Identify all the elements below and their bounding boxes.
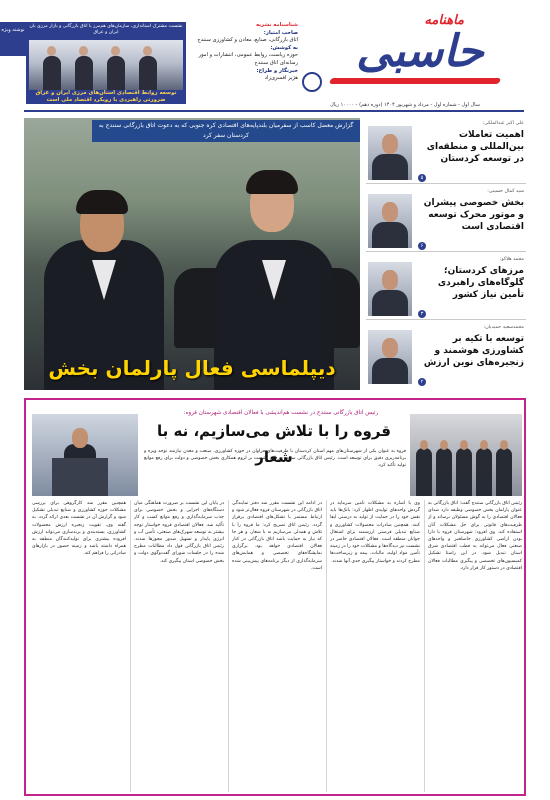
sidebar-author: محمد هلاکو: — [499, 257, 524, 262]
masthead — [0, 0, 550, 112]
logo-subtitle: ماهنامه — [424, 13, 464, 28]
article-lead: قروه به عنوان یکی از شهرستان‌های مهم استان کردستان با ظرفیت‌های فراوان در حوزه کشاورزی، صنعت و معدن نیازمند توجه ویژه و برنامه‌ریزی دقیق برای توسعه است. رئیس اتاق بازرگانی سنندج در این نشست بر لزوم همکاری بخش خصوصی و دولت برای رفع موانع تولید تأکید کرد. — [144, 449, 406, 469]
sidebar — [366, 118, 526, 390]
promo-caption: توسعه روابط اقتصادی استان‌های مرزی ایران و عراق ضرورتی راهبردی با رویکرد اقتصاد ملی است — [35, 90, 177, 103]
group-person — [436, 448, 452, 496]
article-column: در ادامه این نشست مقرر شد دفتر نمایندگی اتاق بازرگانی در شهرستان قروه فعال‌تر شود و ارتباط مستمر با تشکل‌های اقتصادی برقرار گردد. رئیس اتاق تصریح کرد: ما قروه را با تلاش و همدلی می‌سازیم نه با شعار، و هر جا که نیاز به حمایت باشد اتاق بازرگانی در کنار فعالان اقتصادی خواهد بود. برگزاری نمایشگاه‌های تخصصی و همایش‌های سرمایه‌گذاری از دیگر برنامه‌های پیش‌بینی شده است. — [232, 501, 322, 571]
feature-article[interactable] — [24, 398, 526, 796]
sidebar-title: توسعه با تکیه بر کشاورزی هوشمند و زنجیره‌های نوین ارزش — [423, 334, 524, 368]
hero-banner: گزارش معضل کاسب از سفرمیان بلندپایه‌های اقتصادی کره جنوبی که به دعوت اتاق بازرگانی سنندج به کردستان سفر کرد — [92, 120, 360, 142]
author-photo — [368, 126, 412, 180]
page-badge: ۵ — [418, 174, 426, 182]
credits-label: صاحب امتیاز: — [263, 29, 298, 36]
sidebar-author: محمدسعید حمیدیان: — [483, 325, 524, 330]
group-person — [456, 448, 472, 496]
promo-box[interactable] — [26, 22, 186, 104]
speaker-face — [72, 428, 88, 448]
sidebar-story[interactable] — [366, 254, 526, 320]
hair — [76, 190, 128, 214]
sidebar-story[interactable] — [366, 118, 526, 184]
article-column: وی با اشاره به مشکلات تأمین سرمایه در گردش واحدهای تولیدی اظهار کرد: بانک‌ها باید نقش خود را در حمایت از تولید به درستی ایفا کنند. همچنین صادرات محصولات کشاورزی و صنایع تبدیلی فرصتی ارزشمند برای اشتغال جوانان منطقه است. فعالان اقتصادی حاضر در نشست نیز دیدگاه‌ها و مشکلات خود را در زمینه تأمین مواد اولیه، مالیات، بیمه و زیرساخت‌ها مطرح کردند و خواستار پیگیری جدی آنها شدند. — [330, 501, 420, 564]
masthead-credits — [190, 22, 298, 102]
credits-value: حوزه ریاست، روابط عمومی، انتشارات و امور رسانه‌ای اتاق سنندج — [198, 52, 298, 66]
page-badge: ۶ — [418, 242, 426, 250]
author-face — [382, 202, 398, 222]
promo-photo — [29, 40, 183, 90]
logo-wordmark: حاسبی — [356, 26, 484, 77]
column-divider — [228, 500, 229, 792]
article-kicker: رئیس اتاق بازرگانی سنندج در نشست هم‌اندیشی با فعالان اقتصادی شهرستان قروه: — [183, 410, 379, 416]
hair — [246, 170, 298, 194]
sidebar-story[interactable] — [366, 186, 526, 252]
hero-headline: دیپلماسی فعال پارلمان بخش — [48, 356, 336, 380]
author-photo — [368, 262, 412, 316]
hero-story[interactable] — [24, 118, 360, 390]
group-face — [460, 440, 468, 450]
group-person — [496, 448, 512, 496]
emblem-icon — [302, 72, 322, 92]
author-body — [372, 154, 408, 180]
author-body — [372, 222, 408, 248]
author-face — [382, 338, 398, 358]
promo-person-head — [47, 46, 56, 56]
column-divider — [326, 500, 327, 792]
credits-value: اتاق بازرگانی، صنایع، معادن و کشاورزی سنندج — [197, 37, 298, 44]
issue-line: سال اول - شماره اول - مرداد و شهریور ۱۴۰۴ (دوره دهم) - ۱۰۰۰۰ ریال — [330, 102, 480, 108]
author-photo — [368, 194, 412, 248]
author-body — [372, 290, 408, 316]
article-column: رئیس اتاق بازرگانی سنندج گفت: اتاق بازرگانی به عنوان پارلمان بخش خصوصی وظیفه دارد صدای فعالان اقتصادی را به گوش مسئولان برساند و از ظرفیت‌های قانونی برای حل مشکلات آنان استفاده کند. وی افزود: شهرستان قروه با دارا بودن اراضی کشاورزی حاصلخیز و واحدهای صنعتی فعال می‌تواند به قطب اقتصادی شرق استان تبدیل شود. در این راستا تشکیل کمیسیون‌های تخصصی و پیگیری مطالبات فعالان اقتصادی در دستور کار قرار دارد. — [428, 501, 522, 571]
sidebar-author: علی اکبر عبدالملکی: — [482, 121, 524, 126]
group-face — [440, 440, 448, 450]
promo-person — [75, 56, 93, 90]
credits-heading: شناسنامه نشریه — [255, 22, 298, 28]
column-divider — [130, 500, 131, 792]
promo-person — [43, 56, 61, 90]
group-face — [480, 440, 488, 450]
article-column: همچنین مقرر شد کارگروهی برای بررسی مشکلات حوزه کشاورزی و صنایع تبدیلی تشکیل شود و گزارش آن در نشست بعدی ارائه گردد. به گفته وی، تقویت زنجیره ارزش محصولات کشاورزی، بسته‌بندی و برندسازی می‌تواند ارزش افزوده بیشتری برای تولیدکنندگان منطقه به همراه داشته باشد و زمینه حضور در بازارهای صادراتی را فراهم کند. — [32, 501, 126, 557]
author-face — [382, 134, 398, 154]
masthead-divider — [24, 110, 524, 112]
logo-swoosh — [329, 78, 501, 84]
promo-person — [107, 56, 125, 90]
lectern — [52, 458, 108, 496]
group-person — [476, 448, 492, 496]
promo-person — [139, 56, 157, 90]
page-badge: ۳ — [418, 310, 426, 318]
sidebar-title: بخش خصوصی پیشران و موتور محرک توسعه اقتصادی است — [423, 198, 524, 232]
credits-label: خبرنگار و طراح: — [256, 67, 298, 74]
sidebar-title: اهمیت تعاملات بین‌المللی و منطقه‌ای در توسعه کردستان — [426, 130, 524, 164]
sidebar-title: مرزهای کردستان؛ گلوگاه‌های راهبردی تأمین نیاز کشور — [437, 266, 524, 300]
promo-tag: نوشته ویژه — [0, 22, 26, 56]
group-person — [416, 448, 432, 496]
promo-person-head — [143, 46, 152, 56]
promo-person-head — [79, 46, 88, 56]
group-face — [420, 440, 428, 450]
sidebar-story[interactable] — [366, 322, 526, 388]
article-title: قروه را با تلاش می‌سازیم، نه با شعار — [157, 422, 391, 466]
author-body — [372, 358, 408, 384]
credits-value: هژیر افسری‌زاد — [264, 75, 298, 82]
article-column: در پایان این نشست بر ضرورت هماهنگی میان دستگاه‌های اجرایی و بخش خصوصی برای جذب سرمایه‌گذاری و رفع موانع کسب و کار تأکید شد. فعالان اقتصادی قروه خواستار توجه بیشتر به توسعه شهرک‌های صنعتی، تأمین آب و انرژی پایدار و تسهیل صدور مجوزها شدند. رئیس اتاق بازرگانی قول داد مطالبات مطرح شده را در جلسات شورای گفت‌وگوی دولت و بخش خصوصی استان پیگیری کند. — [134, 501, 224, 564]
sidebar-author: سید کمال حسینی: — [487, 189, 524, 194]
article-body — [32, 500, 522, 792]
page-badge: ۲ — [418, 378, 426, 386]
promo-headline: نشست مشترک استانداری، سازمان‌های هم‌مرز با اتاق بازرگانی و بازار مرزی بان ایران و عراق — [29, 24, 183, 35]
column-divider — [424, 500, 425, 792]
article-photo-speaker — [32, 414, 138, 496]
promo-person-head — [111, 46, 120, 56]
author-face — [382, 270, 398, 290]
article-photo-group — [410, 414, 522, 496]
author-photo — [368, 330, 412, 384]
logo[interactable] — [300, 10, 522, 100]
group-face — [500, 440, 508, 450]
credits-label: به کوشش: — [270, 44, 298, 51]
